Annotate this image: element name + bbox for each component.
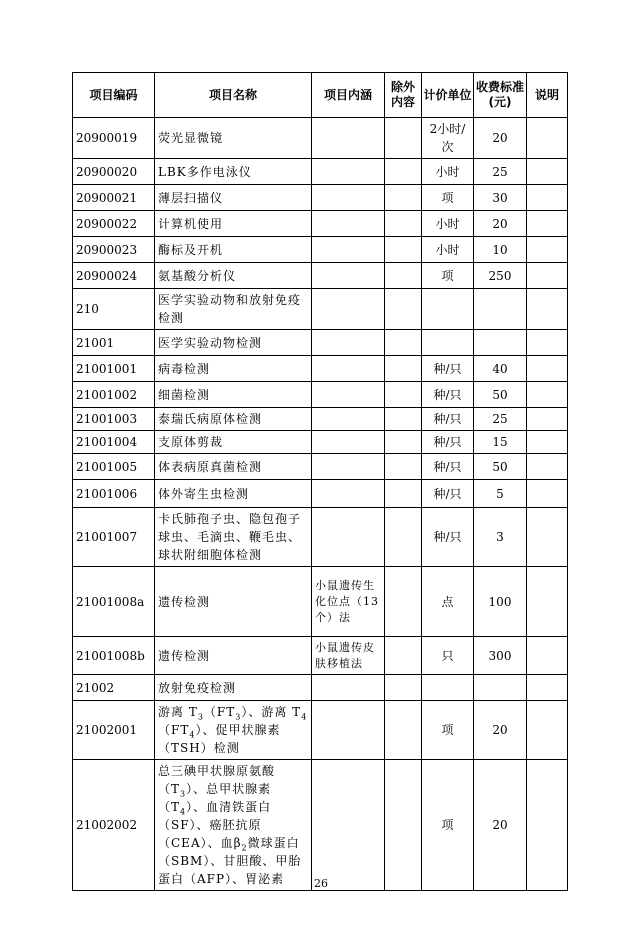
row-exclusions — [385, 431, 422, 454]
row-note — [527, 508, 568, 567]
row-price: 20 — [474, 701, 527, 760]
subscript: 4 — [180, 807, 187, 817]
row-price: 40 — [474, 356, 527, 382]
header-note: 说明 — [527, 73, 568, 118]
row-content — [312, 185, 385, 211]
row-name: 放射免疫检测 — [155, 675, 312, 701]
row-name — [155, 760, 312, 891]
row-exclusions — [385, 760, 422, 891]
row-note — [527, 330, 568, 356]
row-unit: 小时 — [422, 211, 474, 237]
table-row — [73, 454, 568, 480]
row-price: 25 — [474, 408, 527, 431]
subscript: 3 — [180, 789, 187, 799]
row-content — [312, 382, 385, 408]
row-exclusions — [385, 330, 422, 356]
table-row — [73, 701, 568, 760]
row-note — [527, 454, 568, 480]
subscript: 4 — [189, 730, 196, 740]
row-price: 25 — [474, 159, 527, 185]
row-price: 250 — [474, 263, 527, 289]
row-price: 20 — [474, 760, 527, 891]
row-note — [527, 637, 568, 675]
row-name: 酶标及开机 — [155, 237, 312, 263]
row-exclusions — [385, 408, 422, 431]
row-content: 小鼠遗传生化位点（13个）法 — [312, 567, 385, 637]
row-price: 300 — [474, 637, 527, 675]
row-content — [312, 263, 385, 289]
table-row — [73, 760, 568, 891]
table-row — [73, 356, 568, 382]
table-row — [73, 118, 568, 159]
row-name: 病毒检测 — [155, 356, 312, 382]
row-name: 细菌检测 — [155, 382, 312, 408]
row-name: 体外寄生虫检测 — [155, 480, 312, 508]
table-row — [73, 480, 568, 508]
row-code: 20900024 — [73, 263, 155, 289]
row-code: 21002001 — [73, 701, 155, 760]
table-row — [73, 211, 568, 237]
row-note — [527, 159, 568, 185]
row-name: 遗传检测 — [155, 567, 312, 637]
table-row — [73, 237, 568, 263]
row-unit: 2小时/次 — [422, 118, 474, 159]
row-content — [312, 480, 385, 508]
row-exclusions — [385, 289, 422, 330]
table-row — [73, 508, 568, 567]
subscript: 4 — [301, 712, 308, 722]
row-exclusions — [385, 118, 422, 159]
row-name: 体表病原真菌检测 — [155, 454, 312, 480]
row-unit: 种/只 — [422, 454, 474, 480]
row-content — [312, 356, 385, 382]
row-note — [527, 356, 568, 382]
row-code: 21002 — [73, 675, 155, 701]
row-note — [527, 211, 568, 237]
row-content: 小鼠遗传皮肤移植法 — [312, 637, 385, 675]
row-price: 3 — [474, 508, 527, 567]
row-content — [312, 701, 385, 760]
row-name: 泰瑞氏病原体检测 — [155, 408, 312, 431]
row-note — [527, 408, 568, 431]
row-content — [312, 408, 385, 431]
name-text: ）、总甲状腺素（T — [158, 782, 272, 814]
row-content — [312, 330, 385, 356]
row-exclusions — [385, 480, 422, 508]
row-price: 15 — [474, 431, 527, 454]
row-unit — [422, 675, 474, 701]
row-code: 20900022 — [73, 211, 155, 237]
row-unit: 小时 — [422, 159, 474, 185]
row-code: 21001008b — [73, 637, 155, 675]
header-content: 项目内涵 — [312, 73, 385, 118]
subscript: 2 — [241, 843, 248, 853]
row-unit: 种/只 — [422, 382, 474, 408]
table-row — [73, 382, 568, 408]
row-note — [527, 382, 568, 408]
row-exclusions — [385, 508, 422, 567]
row-note — [527, 263, 568, 289]
row-code: 20900019 — [73, 118, 155, 159]
row-exclusions — [385, 637, 422, 675]
row-exclusions — [385, 701, 422, 760]
row-code: 21001007 — [73, 508, 155, 567]
row-code: 20900021 — [73, 185, 155, 211]
row-unit: 种/只 — [422, 480, 474, 508]
row-name: 医学实验动物和放射免疫检测 — [155, 289, 312, 330]
row-price: 20 — [474, 211, 527, 237]
row-unit: 种/只 — [422, 356, 474, 382]
table-header-row — [73, 73, 568, 118]
row-unit: 只 — [422, 637, 474, 675]
row-code: 20900023 — [73, 237, 155, 263]
table-row — [73, 330, 568, 356]
row-note — [527, 118, 568, 159]
row-exclusions — [385, 454, 422, 480]
row-unit: 种/只 — [422, 431, 474, 454]
row-note — [527, 480, 568, 508]
row-price — [474, 330, 527, 356]
row-exclusions — [385, 567, 422, 637]
name-text: （FT — [203, 705, 236, 719]
name-text: ）、血清铁蛋白（SF）、癌胚抗原（CEA）、血β — [158, 800, 272, 850]
name-text: ）、促甲状腺素（TSH）检测 — [158, 723, 281, 755]
header-name: 项目名称 — [155, 73, 312, 118]
table-row — [73, 408, 568, 431]
row-content — [312, 289, 385, 330]
row-price — [474, 289, 527, 330]
name-text: ）、游离 T — [241, 705, 302, 719]
row-note — [527, 701, 568, 760]
row-unit: 小时 — [422, 237, 474, 263]
header-code: 项目编码 — [73, 73, 155, 118]
row-price: 50 — [474, 454, 527, 480]
row-code: 21002002 — [73, 760, 155, 891]
table-row — [73, 637, 568, 675]
row-unit — [422, 289, 474, 330]
row-name: LBK多作电泳仪 — [155, 159, 312, 185]
row-code: 21001001 — [73, 356, 155, 382]
header-price: 收费标准(元) — [474, 73, 527, 118]
name-text: 游离 T — [158, 705, 198, 719]
row-name: 卡氏肺孢子虫、隐包孢子球虫、毛滴虫、鞭毛虫、球状附细胞体检测 — [155, 508, 312, 567]
row-price: 5 — [474, 480, 527, 508]
row-code: 21001003 — [73, 408, 155, 431]
row-code: 21001 — [73, 330, 155, 356]
name-text: 微球蛋白（SBM）、甘胆酸、甲胎蛋白（AFP）、胃泌素 — [158, 836, 302, 886]
row-name: 薄层扫描仪 — [155, 185, 312, 211]
fee-schedule-table — [72, 72, 568, 891]
row-unit: 项 — [422, 701, 474, 760]
row-content — [312, 237, 385, 263]
row-price: 50 — [474, 382, 527, 408]
table-row — [73, 567, 568, 637]
row-code: 21001008a — [73, 567, 155, 637]
row-content — [312, 431, 385, 454]
row-code: 20900020 — [73, 159, 155, 185]
row-note — [527, 185, 568, 211]
page-number: 26 — [314, 877, 328, 890]
row-name: 遗传检测 — [155, 637, 312, 675]
row-name: 荧光显微镜 — [155, 118, 312, 159]
row-exclusions — [385, 237, 422, 263]
row-code: 210 — [73, 289, 155, 330]
row-content — [312, 760, 385, 891]
row-unit: 种/只 — [422, 408, 474, 431]
row-price: 100 — [474, 567, 527, 637]
row-exclusions — [385, 675, 422, 701]
row-exclusions — [385, 356, 422, 382]
table-row — [73, 431, 568, 454]
name-text: 总三碘甲状腺原氨酸（T — [158, 764, 276, 796]
row-unit: 项 — [422, 185, 474, 211]
row-unit: 种/只 — [422, 508, 474, 567]
header-exclusions: 除外内容 — [385, 73, 422, 118]
row-name: 支原体剪裁 — [155, 431, 312, 454]
table-row — [73, 159, 568, 185]
table-row — [73, 289, 568, 330]
row-note — [527, 675, 568, 701]
row-note — [527, 289, 568, 330]
table-row — [73, 185, 568, 211]
table-row — [73, 263, 568, 289]
table-row — [73, 675, 568, 701]
row-price — [474, 675, 527, 701]
row-content — [312, 211, 385, 237]
row-content — [312, 118, 385, 159]
row-note — [527, 431, 568, 454]
row-note — [527, 237, 568, 263]
row-unit: 项 — [422, 760, 474, 891]
row-name — [155, 701, 312, 760]
row-name: 氨基酸分析仪 — [155, 263, 312, 289]
row-price: 10 — [474, 237, 527, 263]
header-unit: 计价单位 — [422, 73, 474, 118]
row-exclusions — [385, 211, 422, 237]
row-note — [527, 760, 568, 891]
row-note — [527, 567, 568, 637]
row-content — [312, 159, 385, 185]
row-code: 21001005 — [73, 454, 155, 480]
row-unit: 项 — [422, 263, 474, 289]
row-code: 21001006 — [73, 480, 155, 508]
row-unit — [422, 330, 474, 356]
row-code: 21001004 — [73, 431, 155, 454]
row-content — [312, 508, 385, 567]
row-exclusions — [385, 263, 422, 289]
row-name: 计算机使用 — [155, 211, 312, 237]
name-text: （FT — [158, 723, 190, 737]
row-price: 30 — [474, 185, 527, 211]
row-price: 20 — [474, 118, 527, 159]
row-content — [312, 675, 385, 701]
row-exclusions — [385, 159, 422, 185]
row-unit: 点 — [422, 567, 474, 637]
row-content — [312, 454, 385, 480]
row-code: 21001002 — [73, 382, 155, 408]
row-name: 医学实验动物检测 — [155, 330, 312, 356]
row-exclusions — [385, 185, 422, 211]
subscript: 3 — [197, 712, 204, 722]
row-exclusions — [385, 382, 422, 408]
subscript: 3 — [235, 712, 242, 722]
